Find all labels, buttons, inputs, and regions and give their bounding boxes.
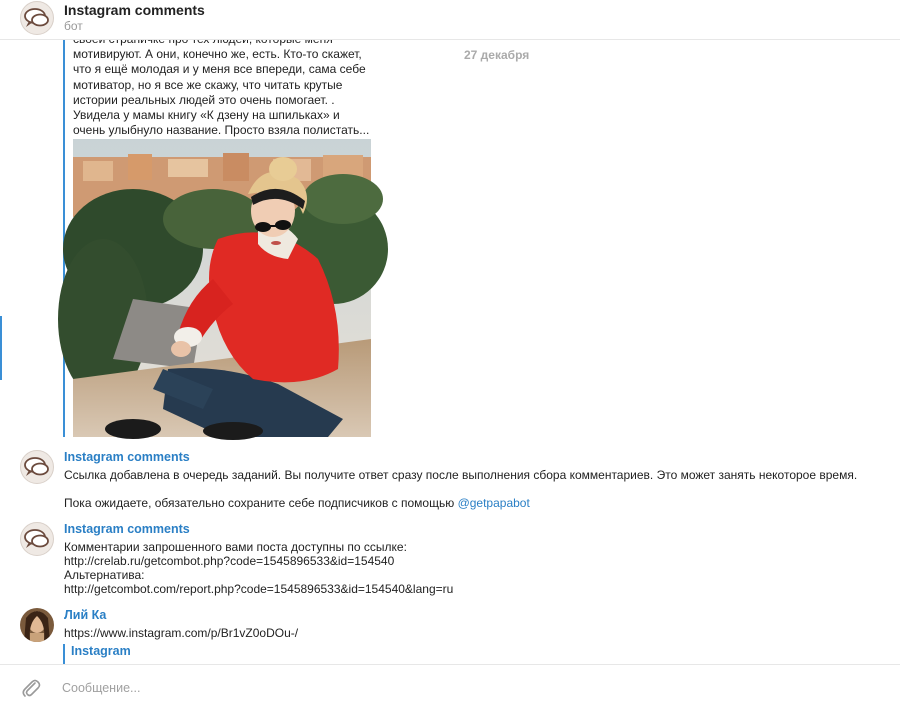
paperclip-icon[interactable] — [21, 677, 41, 699]
date-separator: 27 декабря — [464, 48, 530, 62]
forwarded-post-quote — [63, 32, 373, 437]
speech-bubbles-icon[interactable] — [20, 522, 54, 556]
chat-title[interactable]: Instagram comments — [64, 2, 205, 18]
message-text: Ссылка добавлена в очередь заданий. Вы получите ответ сразу после выполнения сбора комментариев. Это может занять некоторое время. — [64, 468, 858, 482]
speech-bubbles-icon[interactable] — [20, 1, 54, 35]
message-sender[interactable]: Instagram comments — [64, 522, 190, 536]
message-sender[interactable]: Лий Ка — [64, 608, 107, 622]
alternative-label: Альтернатива: — [64, 568, 145, 582]
chat-header — [0, 0, 900, 40]
crelab-link[interactable]: http://crelab.ru/getcombot.php?code=1545896533&id=154540 — [64, 554, 395, 568]
getpapabot-link[interactable]: @getpapabot — [457, 496, 530, 510]
message-sender[interactable]: Instagram comments — [64, 450, 190, 464]
speech-bubbles-icon[interactable] — [20, 450, 54, 484]
link-preview-title: Instagram — [71, 644, 131, 658]
quoted-post-text: мотивируют. А они, конечно же, есть. Кто-то скажет, что я ещё молодая и у меня все впереди, сама себе мотиватор, но я все же скажу, что читать крутые истории реальных людей это очень помогает. . Увидела у мамы книгу «К дзену на шпильках» и очень улыбнуло название. Просто взяла полистать... — [73, 47, 370, 138]
message-text-wait — [64, 496, 530, 510]
wait-text: Пока ожидаете, обязательно сохраните себе подписчиков с помощью — [64, 496, 458, 510]
message-input[interactable] — [62, 678, 842, 698]
chat-subtitle: бот — [64, 19, 83, 33]
message-composer — [0, 664, 900, 710]
getcombot-link[interactable]: http://getcombot.com/report.php?code=1545896533&id=154540&lang=ru — [64, 582, 454, 596]
instagram-post-link[interactable]: https://www.instagram.com/p/Br1vZ0oDOu-/ — [64, 626, 299, 640]
user-avatar[interactable] — [20, 608, 54, 642]
message-text: Комментарии запрошенного вами поста доступны по ссылке: — [64, 540, 407, 554]
post-photo[interactable] — [73, 139, 371, 437]
link-preview[interactable] — [63, 644, 131, 664]
message-list[interactable] — [0, 40, 900, 664]
